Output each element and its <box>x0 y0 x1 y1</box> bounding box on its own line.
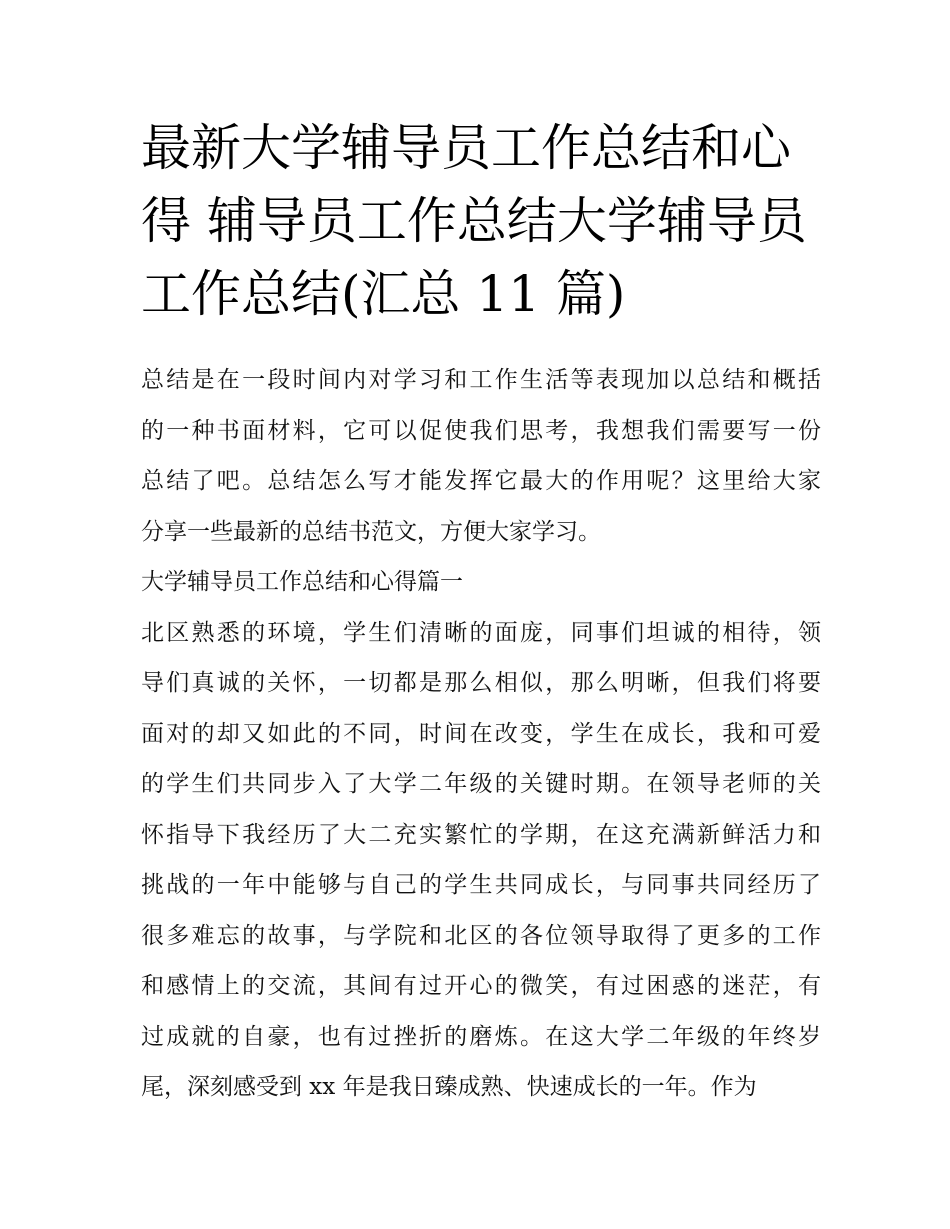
paragraph-line: 的学生们共同步入了大学二年级的关键时期。在领导老师的关 <box>141 771 821 797</box>
title-line: 最新大学辅导员工作总结和心 <box>141 119 791 177</box>
paragraph-line: 的一种书面材料，它可以促使我们思考，我想我们需要写一份 <box>141 417 821 444</box>
section-paragraph <box>141 608 821 1113</box>
paragraph-line: 导们真诚的关怀，一切都是那么相似，那么明晰，但我们将要 <box>141 670 821 696</box>
section-heading: 大学辅导员工作总结和心得篇一 <box>141 569 463 595</box>
paragraph-line: 挑战的一年中能够与自己的学生共同成长，与同事共同经历了 <box>141 872 821 898</box>
paragraph-line: 尾，深刻感受到 xx 年是我日臻成熟、快速成长的一年。作为 <box>141 1074 757 1100</box>
title-line: 得 辅导员工作总结大学辅导员 <box>141 192 807 250</box>
paragraph-line: 总结是在一段时间内对学习和工作生活等表现加以总结和概括 <box>141 367 821 393</box>
title-line: 工作总结(汇总 11 篇) <box>141 265 626 323</box>
paragraph-line: 分享一些最新的总结书范文，方便大家学习。 <box>141 518 601 545</box>
paragraph-line: 面对的却又如此的不同，时间在改变，学生在成长，我和可爱 <box>141 720 821 747</box>
paragraph-line: 北区熟悉的环境，学生们清晰的面庞，同事们坦诚的相待，领 <box>141 619 821 646</box>
paragraph-line: 和感情上的交流，其间有过开心的微笑，有过困惑的迷茫，有 <box>141 973 821 999</box>
paragraph-line: 很多难忘的故事，与学院和北区的各位领导取得了更多的工作 <box>141 922 821 949</box>
paragraph-line: 过成就的自豪，也有过挫折的磨炼。在这大学二年级的年终岁 <box>141 1023 821 1050</box>
paragraph-line: 总结了吧。总结怎么写才能发挥它最大的作用呢？这里给大家 <box>141 468 821 494</box>
document-body <box>141 355 821 1113</box>
intro-paragraph <box>141 355 821 557</box>
paragraph-line: 怀指导下我经历了大二充实繁忙的学期，在这充满新鲜活力和 <box>141 821 821 848</box>
document-title <box>141 112 821 331</box>
